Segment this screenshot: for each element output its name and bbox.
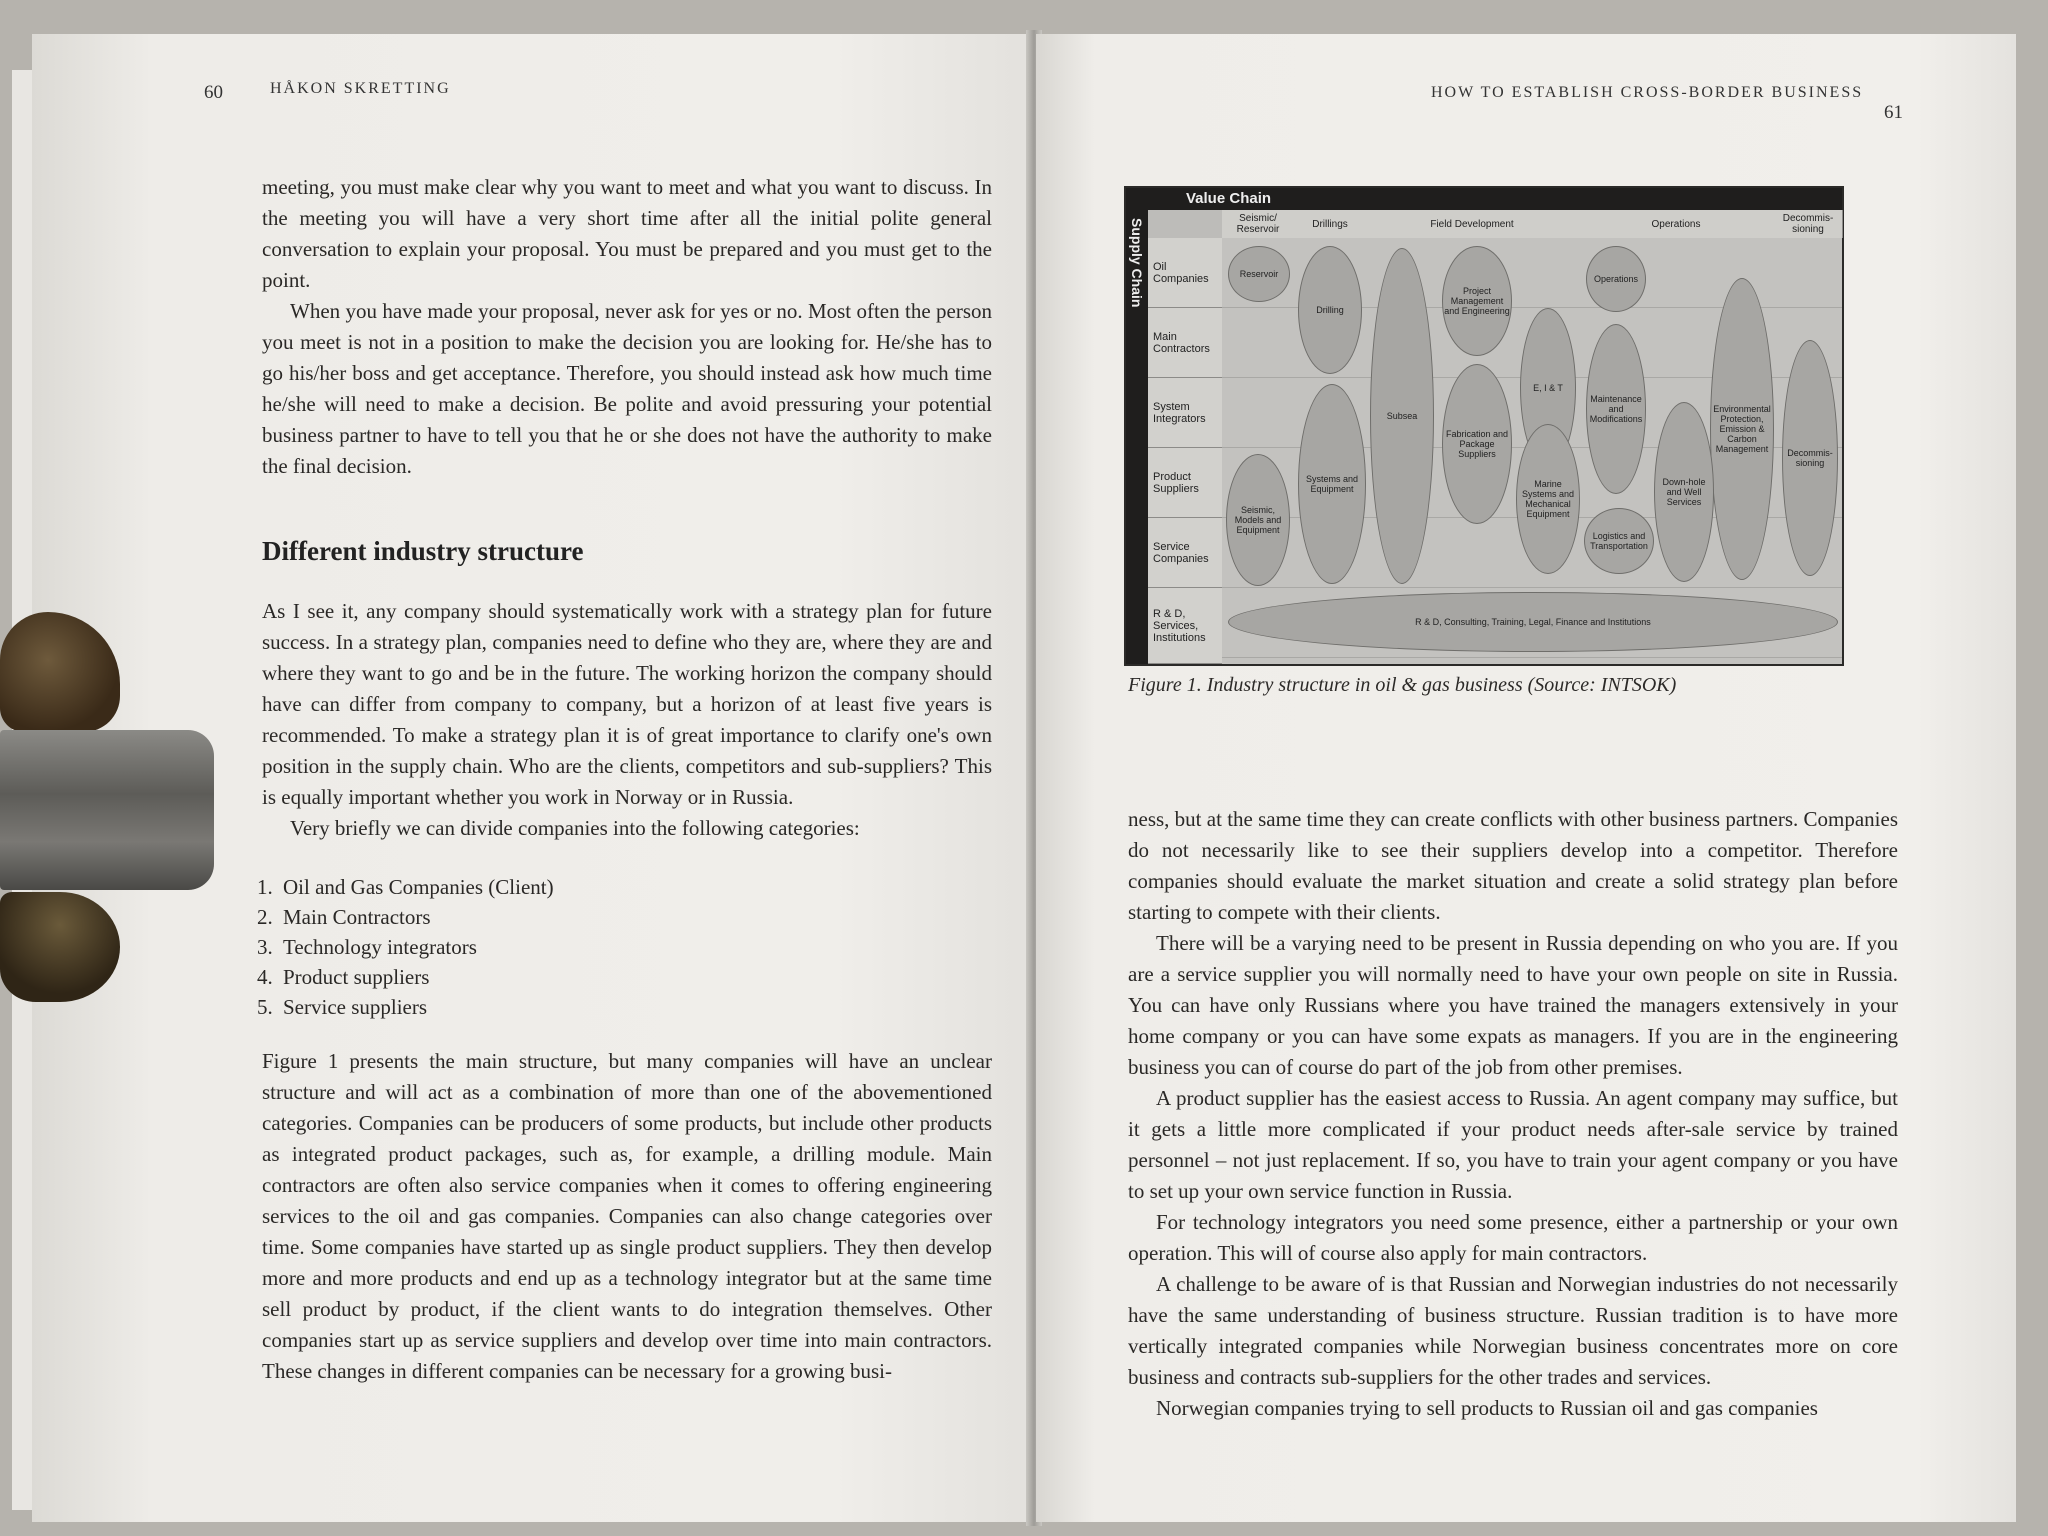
wood-piece [0, 612, 120, 732]
ellipse-decommissioning: Decommis- sioning [1782, 340, 1838, 576]
paragraph: ness, but at the same time they can create conflicts with other business partners. Companies do not necessarily like to see their suppliers develop into a competitor. Therefore companies should evaluate the market situation and create a solid strategy plan before starting to compete with their clients. [1128, 807, 1898, 924]
ellipse-logistics: Logistics and Transportation [1584, 508, 1654, 574]
figure-side-bar [1126, 210, 1148, 664]
figure-caption: Figure 1. Industry structure in oil & gas business (Source: INTSOK) [1128, 674, 1677, 696]
ellipse-systems-equipment: Systems and Equipment [1298, 384, 1366, 584]
row-header: Service Companies [1148, 518, 1222, 588]
row-header: Product Suppliers [1148, 448, 1222, 518]
paragraph: There will be a varying need to be present in Russia depending on who you are. If you are a service supplier you will normally need to have your own people on site in Russia. You can have only Russians where you have trained the managers extensively in your home company or you can have some expats as managers. If you are in the engineering business you can of course do part of the job from other premises. [1128, 931, 1898, 1079]
text-top [262, 172, 992, 482]
column-header: Field Development [1366, 210, 1579, 238]
industry-structure-figure [1124, 186, 1844, 666]
ellipse-project-management: Project Management and Engineering [1442, 246, 1512, 356]
paragraph: A product supplier has the easiest access to Russia. An agent company may suffice, but it gets a little more complicated if your product needs after-sale service by trained personnel – not just replacement. If so, you have to train your agent company or you have to set up your own service function in Russia. [1128, 1086, 1898, 1203]
ellipse-marine-systems: Marine Systems and Mechanical Equipment [1516, 424, 1580, 574]
text-mid [262, 596, 992, 844]
page-number: 60 [204, 82, 223, 103]
paragraph: Figure 1 presents the main structure, but many companies will have an unclear structure and will act as a combination of more than one of the abovementioned categories. Companies can be producers of some products, but include other products as integrated product packages, such as, for example, a drilling module. Main contractors are often also service companies when it comes to offering engineering services to the oil and gas companies. Companies can also change categories over time. Some companies have started up as single product suppliers. They then develop more and more products and end up as a technology integrator but at the same time sell product by product, if the client wants to do integration themselves. Other companies start up as service suppliers and develop over time into main contractors. These changes in different companies can be necessary for a growing busi- [262, 1049, 992, 1383]
paragraph: When you have made your proposal, never ask for yes or no. Most often the person you meet is not in a position to make the decision you are looking for. He/she has to go his/her boss and get acceptance. Therefore, you should instead ask how much time he/she will need to make a decision. Be polite and avoid pressuring your potential business partner to have to tell you that he or she does not have the authority to make the final decision. [262, 299, 992, 478]
list-item: 2. Main Contractors [257, 905, 431, 929]
right-page [1036, 34, 2016, 1522]
row-header: R & D, Services, Institutions [1148, 588, 1222, 664]
running-head: HÅKON SKRETTING [270, 80, 451, 97]
figure-title: Value Chain [1186, 190, 1272, 207]
ellipse-seismic-models: Seismic, Models and Equipment [1226, 454, 1290, 586]
paragraph: Very briefly we can divide companies into the following categories: [290, 816, 860, 840]
list-item: 3. Technology integrators [257, 935, 477, 959]
paragraph: For technology integrators you need some presence, either a partnership or your own operation. This will of course also apply for main contractors. [1128, 1210, 1898, 1265]
ellipse-drilling: Drilling [1298, 246, 1362, 374]
ellipse-subsea: Subsea [1370, 248, 1434, 584]
column-header: Decommis- sioning [1774, 210, 1843, 238]
metal-clamp [0, 730, 214, 890]
running-head: HOW TO ESTABLISH CROSS-BORDER BUSINESS [1431, 84, 1864, 101]
paragraph: meeting, you must make clear why you want to meet and what you want to discuss. In the meeting you will have a very short time after all the initial polite general conversation to explain your proposal. You must be prepared and you must get to the point. [262, 175, 992, 292]
ellipse-environment: Environmental Protection, Emission & Carbon Management [1710, 278, 1774, 580]
section-heading: Different industry structure [262, 536, 584, 566]
paragraph: As I see it, any company should systematically work with a strategy plan for future success. In a strategy plan, companies need to define who they are, where they are and where they want to go and be in the future. The working horizon the company should have can differ from company to company, but a horizon of at least five years is recommended. To make a strategy plan it is of great importance to clarify one's own position in the supply chain. Who are the clients, competitors and sub-suppliers? This is equally important whether you work in Norway or in Russia. [262, 599, 992, 809]
list-item: 1. Oil and Gas Companies (Client) [257, 875, 554, 899]
text-right [1128, 804, 1898, 1424]
paragraph: Norwegian companies trying to sell products to Russian oil and gas companies [1156, 1396, 1818, 1420]
row-header: System Integrators [1148, 378, 1222, 448]
list-item: 4. Product suppliers [257, 965, 430, 989]
ellipse-maintenance: Maintenance and Modifications [1586, 324, 1646, 494]
ellipse-fabrication: Fabrication and Package Suppliers [1442, 364, 1512, 524]
figure-title-bar [1126, 188, 1842, 210]
wood-piece [0, 892, 120, 1002]
text-bottom [262, 1046, 992, 1387]
row-header: Main Contractors [1148, 308, 1222, 378]
column-header: Seismic/ Reservoir [1222, 210, 1295, 238]
ellipse-operations: Operations [1586, 246, 1646, 312]
page-weight-object [0, 612, 220, 1042]
row-header: Oil Companies [1148, 238, 1222, 308]
paragraph: A challenge to be aware of is that Russian and Norwegian industries do not necessarily have the same understanding of business structure. Russian tradition is to have more vertically integrated companies while Norwegian business concentrates more on core business and contracts sub-suppliers for the other trades and services. [1128, 1272, 1898, 1389]
list-item: 5. Service suppliers [257, 995, 428, 1019]
ellipse-rd: R & D, Consulting, Training, Legal, Finance and Institutions [1228, 592, 1838, 652]
column-header: Drillings [1294, 210, 1367, 238]
page-number: 61 [1884, 102, 1903, 123]
category-list [257, 872, 554, 1022]
ellipse-reservoir: Reservoir [1228, 246, 1290, 302]
column-header: Operations [1578, 210, 1775, 238]
ellipse-eit: E, I & T [1520, 308, 1576, 468]
figure-side-label: Supply Chain [1129, 218, 1145, 308]
ellipse-downhole: Down-hole and Well Services [1654, 402, 1714, 582]
